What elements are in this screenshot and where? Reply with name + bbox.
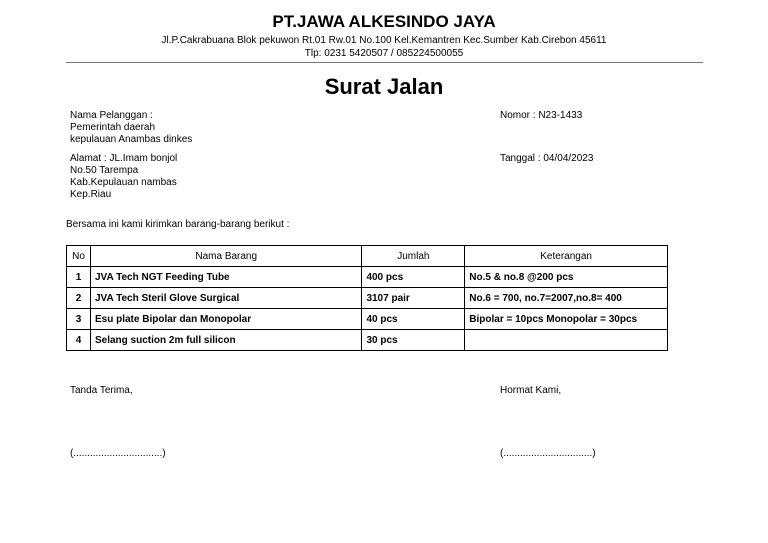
customer-line: Pemerintah daerah — [70, 122, 156, 133]
cell-keterangan: No.6 = 700, no.7=2007,no.8= 400 — [465, 288, 668, 309]
company-phone: Tlp: 0231 5420507 / 085224500055 — [304, 48, 464, 59]
cell-keterangan: Bipolar = 10pcs Monopolar = 30pcs — [465, 309, 668, 330]
cell-no: 3 — [67, 309, 91, 330]
address-line: No.50 Tarempa — [70, 165, 139, 176]
document-title: Surat Jalan — [324, 74, 444, 99]
cell-nama-barang: Esu plate Bipolar dan Monopolar — [90, 309, 361, 330]
cell-jumlah: 400 pcs — [362, 267, 465, 288]
header-nama-barang: Nama Barang — [90, 246, 361, 267]
document-number: Nomor : N23-1433 — [500, 110, 583, 121]
sender-label: Hormat Kami, — [500, 385, 562, 396]
cell-jumlah: 30 pcs — [362, 330, 465, 351]
company-address: Jl.P.Cakrabuana Blok pekuwon Rt.01 Rw.01 No.100 Kel.Kemantren Kec.Sumber Kab.Cirebon 45611 — [161, 35, 607, 46]
cell-keterangan — [465, 330, 668, 351]
company-name: PT.JAWA ALKESINDO JAYA — [272, 12, 496, 31]
address-line: Alamat : JL.Imam bonjol — [70, 153, 178, 164]
intro-text: Bersama ini kami kirimkan barang-barang berikut : — [66, 219, 290, 230]
address-line: Kab.Kepulauan nambas — [70, 177, 177, 188]
customer-label: Nama Pelanggan : — [70, 110, 153, 121]
document-date: Tanggal : 04/04/2023 — [500, 153, 594, 164]
table-row — [67, 267, 668, 288]
header-keterangan: Keterangan — [465, 246, 668, 267]
cell-jumlah: 40 pcs — [362, 309, 465, 330]
cell-no: 4 — [67, 330, 91, 351]
table-header-row — [67, 246, 668, 267]
cell-jumlah: 3107 pair — [362, 288, 465, 309]
receiver-signature-line: (................................) — [70, 448, 166, 459]
table-row — [67, 309, 668, 330]
customer-line: kepulauan Anambas dinkes — [70, 134, 193, 145]
address-block — [70, 153, 177, 201]
cell-nama-barang: JVA Tech Steril Glove Surgical — [90, 288, 361, 309]
cell-no: 2 — [67, 288, 91, 309]
cell-keterangan: No.5 & no.8 @200 pcs — [465, 267, 668, 288]
items-table — [66, 245, 668, 351]
cell-nama-barang: Selang suction 2m full silicon — [90, 330, 361, 351]
address-line: Kep.Riau — [70, 189, 112, 200]
cell-no: 1 — [67, 267, 91, 288]
customer-block — [70, 110, 192, 146]
cell-nama-barang: JVA Tech NGT Feeding Tube — [90, 267, 361, 288]
sender-signature-line: (................................) — [500, 448, 596, 459]
table-row — [67, 330, 668, 351]
header-jumlah: Jumlah — [362, 246, 465, 267]
receiver-label: Tanda Terima, — [70, 385, 133, 396]
table-row — [67, 288, 668, 309]
header-divider — [66, 62, 703, 63]
header-no: No — [67, 246, 91, 267]
